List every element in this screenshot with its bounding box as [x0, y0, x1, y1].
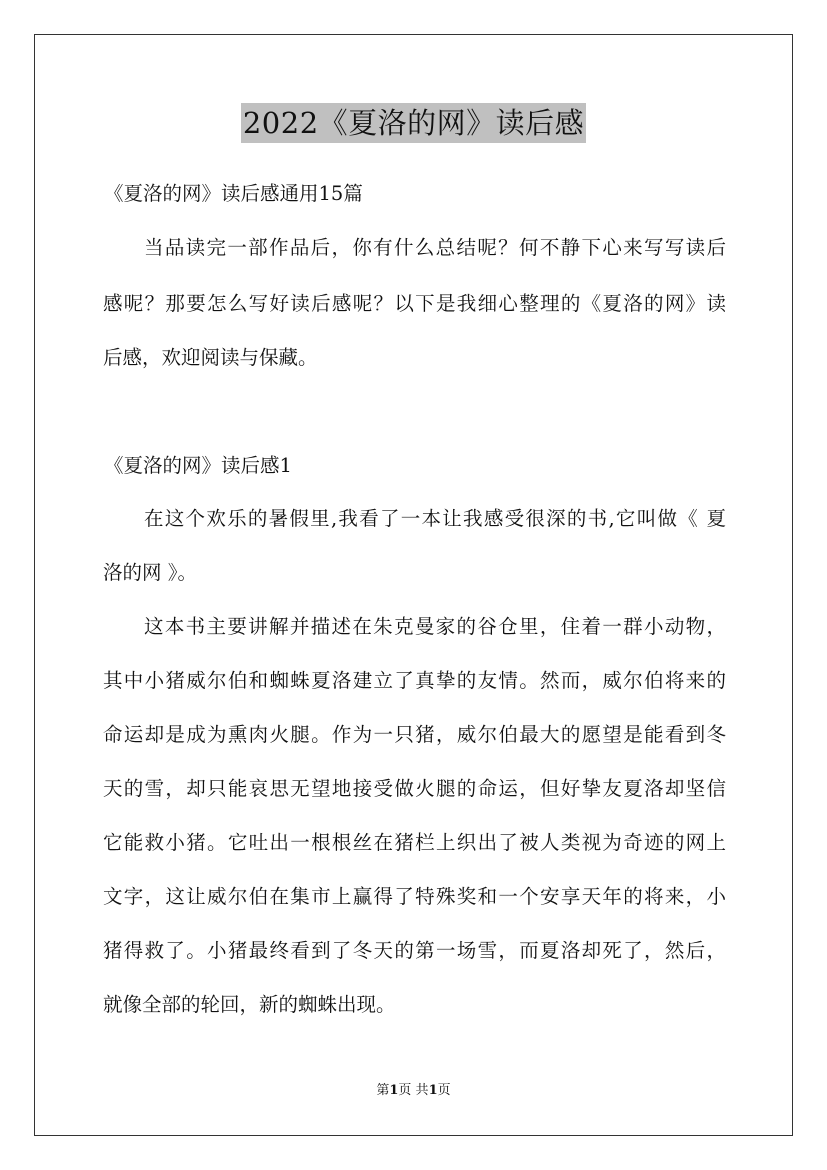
section-heading: 《夏洛的网》读后感1 — [104, 454, 292, 477]
footer-suffix: 页 — [437, 1083, 451, 1098]
para2-line-4: 天的雪，却只能哀思无望地接受做火腿的命运，但好挚友夏洛却坚信 — [103, 777, 726, 800]
para1-line-1: 在这个欢乐的暑假里,我看了一本让我感受很深的书,它叫做《 夏 — [144, 507, 726, 530]
subtitle: 《夏洛的网》读后感通用15篇 — [104, 182, 363, 205]
page-footer — [0, 1082, 827, 1100]
para2-line-6: 文字，这让威尔伯在集市上赢得了特殊奖和一个安享天年的将来，小 — [103, 885, 726, 908]
para2-line-7: 猪得救了。小猪最终看到了冬天的第一场雪，而夏洛却死了，然后， — [103, 939, 726, 962]
footer-page-total: 1 — [428, 1083, 438, 1098]
para2-line-2: 其中小猪威尔伯和蜘蛛夏洛建立了真挚的友情。然而，威尔伯将来的 — [103, 669, 726, 692]
para2-line-1: 这本书主要讲解并描述在朱克曼家的谷仓里，住着一群小动物， — [144, 615, 726, 638]
para2-line-3: 命运却是成为熏肉火腿。作为一只猪，威尔伯最大的愿望是能看到冬 — [103, 723, 726, 746]
document-title: 2022《夏洛的网》读后感 — [241, 103, 586, 143]
footer-middle: 页 共 — [398, 1083, 429, 1098]
intro-line-2: 感呢？那要怎么写好读后感呢？以下是我细心整理的《夏洛的网》读 — [103, 292, 726, 315]
footer-page-number: 1 — [389, 1083, 399, 1098]
para1-line-2: 洛的网 》。 — [103, 561, 197, 584]
intro-line-1: 当品读完一部作品后，你有什么总结呢？何不静下心来写写读后 — [144, 236, 726, 259]
intro-line-3: 后感，欢迎阅读与保藏。 — [103, 346, 318, 369]
para2-line-5: 它能救小猪。它吐出一根根丝在猪栏上织出了被人类视为奇迹的网上 — [103, 831, 726, 854]
para2-line-8: 就像全部的轮回，新的蜘蛛出现。 — [103, 993, 396, 1016]
footer-prefix: 第 — [376, 1083, 390, 1098]
title-container — [0, 103, 827, 143]
